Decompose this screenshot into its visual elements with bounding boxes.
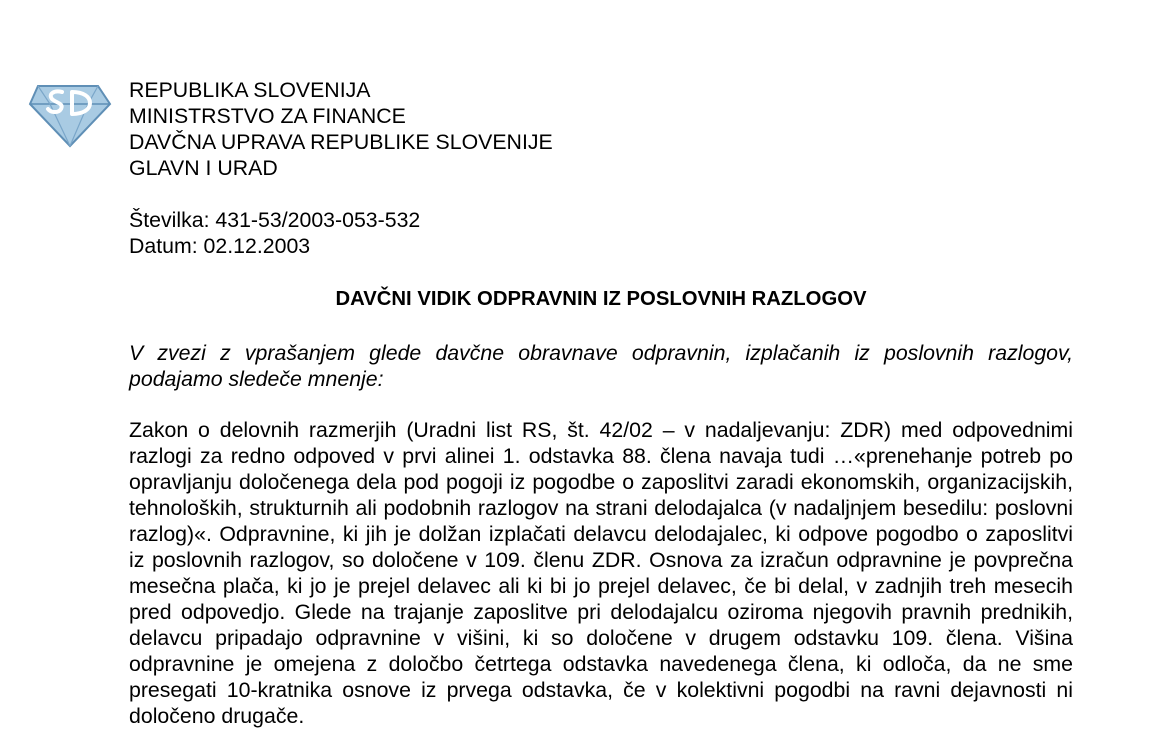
issuer-header — [129, 77, 553, 181]
header-tax-office: DAVČNA UPRAVA REPUBLIKE SLOVENIJE — [129, 130, 553, 154]
header-main-office: GLAVN I URAD — [129, 156, 278, 180]
reference-date: Datum: 02.12.2003 — [129, 234, 311, 258]
document-title: DAVČNI VIDIK ODPRAVNIN IZ POSLOVNIH RAZLOGOV — [335, 288, 867, 310]
reference-number: Številka: 431-53/2003-053-532 — [129, 208, 421, 232]
durs-diamond-logo-icon — [28, 78, 112, 150]
reference-block — [129, 207, 420, 259]
header-ministry: MINISTRSTVO ZA FINANCE — [129, 104, 406, 128]
body-paragraph: Zakon o delovnih razmerjih (Uradni list RS, št. 42/02 – v nadaljevanju: ZDR) med odpovednimi razlogi za redno odpoved v prvi alinei 1. odstavka 88. člena navaja tudi …«prenehanje potreb po opravljanju določenega dela pod pogoji iz pogodbe o zaposlitvi zaradi ekonomskih, organizacijskih, tehnoloških, strukturnih ali podobnih razlogov na strani delodajalca (v nadaljnjem besedilu: poslovni razlog)«. Odpravnine, ki jih je dolžan izplačati delavcu delodajalec, ki odpove pogodbo o zaposlitvi iz poslovnih razlogov, so določene v 109. členu ZDR. Osnova za izračun odpravnine je povprečna mesečna plača, ki jo je prejel delavec ali ki bi jo prejel delavec, če bi delal, v zadnjih treh mesecih pred odpovedjo. Glede na trajanje zaposlitve pri delodajalcu oziroma njegovih pravnih prednikih, delavcu pripadajo odpravnine v višini, ki so določene v drugem odstavku 109. člena. Višina odpravnine je omejena z določbo četrtega odstavka navedenega člena, ki odloča, da ne sme presegati 10-kratnika osnove iz prvega odstavka, če v kolektivni pogodbi na ravni dejavnosti ni določeno drugače. — [129, 418, 1073, 728]
intro-paragraph: V zvezi z vprašanjem glede davčne obravnave odpravnin, izplačanih iz poslovnih razlogov, podajamo sledeče mnenje: — [129, 341, 1073, 391]
header-republic: REPUBLIKA SLOVENIJA — [129, 78, 371, 102]
